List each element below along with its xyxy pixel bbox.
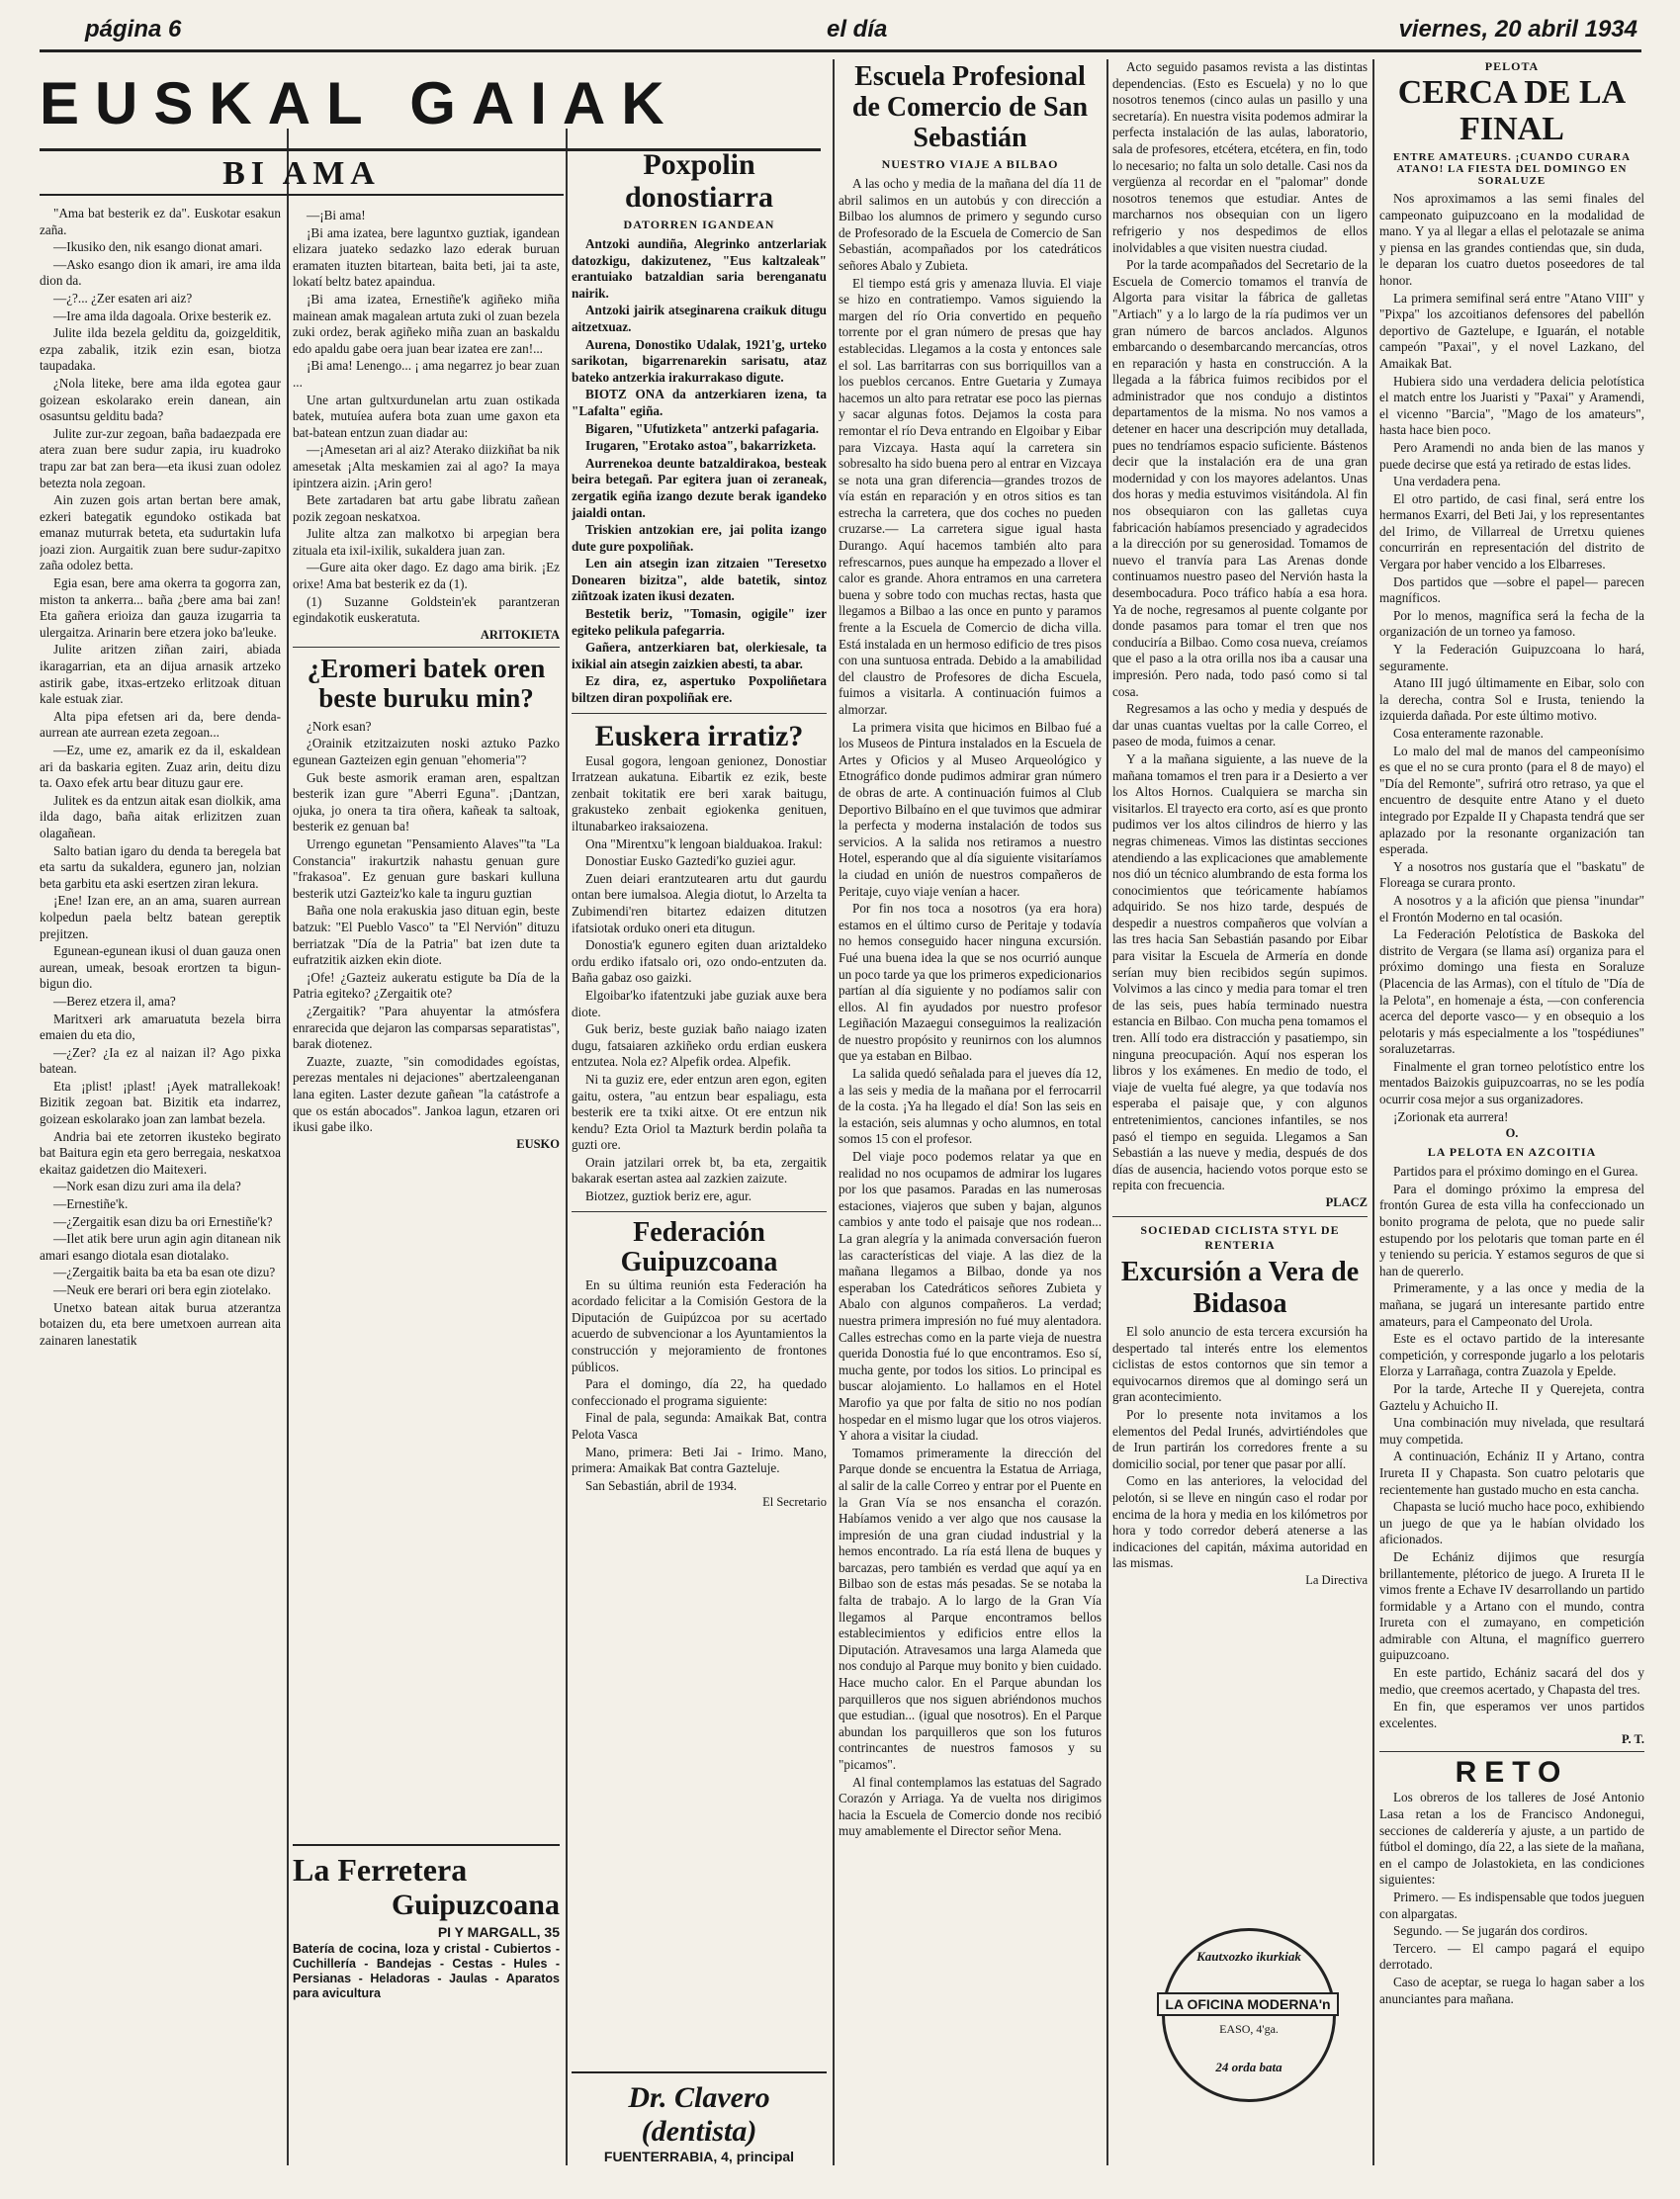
paragraph: Lo malo del mal de manos del campeonísimo es que el no se cura pronto (para el 8 de mayo) el "Día del Remonte", sufrirá otro retraso, ya que el encuentro de desquite entre Atano y el dueto integrado por Ezpalde II y Chapasta tendrá que ser aplazado por la resonante organización tan esperada. [1379,743,1644,857]
paragraph: ¿Zergaitik? "Para ahuyentar la atmósfera enrarecida que dejaron las comparsas separatistas", barak diotenez. [293,1003,560,1052]
paragraph: ¿Orainik etzitzaizuten noski aztuko Pazko egunean Gazteizen egin genuan "ehomeria"? [293,736,560,768]
paragraph: Orain jatzilari orrek bt, ba eta, zergaitik bakarak esertan astea aal zazkien zaizute. [572,1154,827,1187]
paragraph: Antzoki jairik atseginarena craikuk ditugu aitzetxuaz. [572,303,827,334]
paragraph: Bigaren, "Ufutizketa" antzerki pafagaria. [585,420,819,436]
column-4 [839,61,1102,2172]
column-5 [1112,59,1368,1839]
paragraph: Egunean-egunean ikusi ol duan gauza onen aurean, umeak, besoak erortzen ta bigun-bigun dio. [40,943,281,992]
paragraph: —Ikusiko den, nik esango dionat amari. [53,239,263,255]
paragraph: San Sebastián, abril de 1934. [585,1477,738,1493]
paragraph: ¡Ofe! ¿Gazteiz aukeratu estigute ba Día de la Patria egiteko? ¿Zergaitik ote? [293,969,560,1002]
paragraph: El otro partido, de casi final, será entre los hermanos Exarri, del Beti Jai, y los representantes del Irimo, de Villarreal de Urretxu quienes concurrirán en representación del distrito de Vergara por haber vencido a los Elbarreses. [1379,490,1644,572]
paragraph: Eta ¡plist! ¡plast! ¡Ayek matrallekoak! Bizitik zegoan bat. Bizitik eta indarrez, goizean eskolarako joan zan lambat bezela. [40,1078,281,1127]
paragraph: Para el domingo próximo la empresa del frontón Gurea de esta villa ha confeccionado un bonito programa de pelota, que no puede salir estupendo por los pelotaris que toman parte en él y teniendo su pericia. Y estamos seguros de que si han de quererlo. [1379,1181,1644,1278]
paragraph: —Berez etzera il, ama? [53,993,176,1009]
paragraph: Julite aritzen ziñan zairi, abiada ikaragarrian, eta an dijua arnasik artzeko astirik gabe, itxas-ertzeko erlitzoak dituan kale estuak ziar. [40,642,281,707]
paragraph: —Ire ama ilda dagoala. Orixe besterik ez. [53,308,272,323]
ad-text: Batería de cocina, loza y cristal - Cubiertos - Cuchillería - Bandejas - Cestas - Hules - Persianas - Heladoras - Jaulas - Aparatos para avicultura [293,1942,560,2000]
paragraph: Maritxeri ark amaruatuta bezela birra emaien du eta dio, [40,1011,281,1043]
paragraph: —Neuk ere berari ori bera egin ziotelako. [53,1282,272,1297]
paragraph: ¡Ene! Izan ere, an an ama, suaren aurrean kolpedun paela beltz batean gereptik prejitzen. [40,893,281,941]
paragraph: ¡Bi ama izatea, bere laguntxo guztiak, igandean elizara juateko sedazko lazo ederak buruan eramaten ituzten bitartean, baita beti, jai ta aste, lokatí beltz batez apaindua. [293,224,560,290]
paragraph: —Ernestiñe'k. [53,1196,129,1212]
column-2 [293,208,560,1839]
paragraph: Una verdadera pena. [1393,474,1501,489]
stamp-logo [1162,1928,1336,2102]
paragraph: Julite ilda bezela gelditu da, goizgelditik, ezpa zabalik, itzik ezin esan, biotza taupadaka. [40,325,281,374]
paragraph: Salto batian igaro du denda ta beregela bat eta sartu da sukaldera, egunero jan, nolzian beta garbitu eta aski esertzen ziran lekura. [40,842,281,891]
paragraph: La primera visita que hicimos en Bilbao fué a los Museos de Pintura instalados en la Escuela de Artes y Oficios y al Museo Arqueológico y Etnográfico donde pudimos admirar gran número de obras de arte. A continuación fuimos al Club Deportivo Bilbaíno en el que tuvimos que admirar la perfecta y moderna instalación de todos sus servicios. A la salida nos retiramos a nuestro Hotel, esperando que al día siguiente visitaríamos la ciudad en unión de nuestros compañeros de Peritaje, cuyo viaje venían a hacer. [839,719,1102,899]
paragraph: —Gure aita oker dago. Ez dago ama birik. ¡Ez orixe! Ama bat besterik ez da (1). [293,560,560,592]
paragraph: Por la tarde acompañados del Secretario de la Escuela de Comercio tomamos el tranvía de Algorta para visitar la fábrica de galletas "Artiach" y a lo largo de la ría pudimos ver un gran número de barcos anclados. Algunos embarcando o desembarcando mercancías, otros en reparación y hasta en construcción. A la llegada a la fábrica fuimos recibidos por el administrador que nos condujo a distintos departamentos de la misma. No nos vamos a detener en hacer una descripción muy detallada, pues no tendríamos espacio suficiente. Bástenos decir que la instalación era de una gran modernidad y con los mayores adelantos. Unas dos horas y media estuvimos visitándola. Al fin nos obsequiaron con las galletas cuya fabricación habíamos presenciado y agradecidos a la dirección por su generosidad. Tomamos de nuevo el tranvía para Las Arenas donde continuamos nuestro paseo del Nervión hasta la desembocadura. Poco tráfico había a esa hora. Ya de noche, regresamos al puente colgante por donde pasamos para tomar el tren que nos conduciría a Bilbao. Como cosa nueva, creíamos que el paso a la otra orilla nos iba a causar una impresión. Pero nada, todo pasó como si tal cosa. [1112,257,1368,699]
paragraph: Unetxo batean aitak burua atzerantza botaizen du, eta bere umetxoen aurrean aita zainaren lanestatik [40,1299,281,1348]
stamp-top: Kautxozko ikurkiak [1196,1949,1301,1964]
issue-date: viernes, 20 abril 1934 [1398,16,1637,43]
paragraph: A las ocho y media de la mañana del día 11 de abril salimos en un autobús y con dirección a Bilbao los alumnos de primero y segundo curso de Profesorado de la Escuela de Comercio de San Sebastián, acompañados por los catedráticos señores Abalo y Zubieta. [839,176,1102,273]
paragraph: Una combinación muy nivelada, que resultará muy competida. [1379,1415,1644,1447]
article-title: BI AMA [222,155,381,192]
paragraph: Gañera, antzerkiaren bat, olerkiesale, ta ixikial ain atsegin zaizkien abesti, ta abar. [572,640,827,671]
paragraph: Dos partidos que —sobre el papel— parecen magníficos. [1379,573,1644,606]
paragraph: Guk beriz, beste guziak baño naiago izaten dugu, fatsaiaren azkiñeko ordu erdian euskera entzutea. Nola ez? Alpefik ordea. Alpefik. [572,1021,827,1070]
paragraph: Guk beste asmorik eraman aren, espaltzan besterik izan gure "Aberri Eguna". ¡Dantzan, ojuka, jo onera ta tira oñera, kañeak ta saltoak, besterik ez genuan ba! [293,769,560,835]
paragraph: Nos aproximamos a las semi finales del campeonato guipuzcoano en la modalidad de mano. Y ya al llegar a ellas el pelotazale se anima y piensa en las grandes contiendas que, sin duda, le deparan los cuatro duetos poseedores de tal honor. [1379,191,1644,288]
paragraph: —¡Bi ama! [307,208,366,222]
ad-title: La Ferretera [293,1852,468,1888]
paragraph: De Echániz dijimos que resurgía brillantemente, plétorico de juego. A Irureta II le vimos frente a Echave IV desarrollando un partido formidable y a Artano con el mundo, contra Irureta con el zumayano, en competición admirable con Altuna, el magnífico guerrero guipuzcoano. [1379,1548,1644,1663]
article-title: Poxpolin donostiarra [625,148,773,214]
paragraph: Para el domingo, día 22, ha quedado confeccionado el programa siguiente: [572,1376,827,1408]
article-title: Euskera irratiz? [594,719,804,752]
stamp-address: EASO, 4'ga. [1219,2022,1279,2036]
paragraph: La primera semifinal será entre "Atano VIII" y "Pixpa" los azcoitianos defensores del pabellón deportivo de Gaztelupe, e Iguarán, el notable campeón "Paxai", y el novel Lazkano, del Amaikak Bat. [1379,290,1644,371]
paragraph: Final de pala, segunda: Amaikak Bat, contra Pelota Vasca [572,1410,827,1442]
paragraph: Mano, primera: Beti Jai - Irimo. Mano, primera: Amaikak Bat contra Gazteluje. [572,1444,827,1476]
paragraph: Por lo menos, magnífica será la fecha de la organización de un torneo ya famoso. [1379,607,1644,640]
paragraph: Primero. — Es indispensable que todos jueguen con alpargatas. [1379,1890,1644,1921]
article-caption: PELOTA [1484,59,1540,73]
paragraph: Segundo. — Se jugarán dos cordiros. [1393,1923,1588,1939]
column-divider [1106,59,1108,2165]
paragraph: Ni ta guziz ere, eder entzun aren egon, egiten gaitu, ostera, "au entzun bear espaliagu, esta besterik ere ta txiki aitxe. Ot ere entzun nik kendu? Ezta Oriol ta Mazturk berdin polaña ta guzti ore. [572,1071,827,1153]
paragraph: Zuazte, zuazte, "sin comodidades egoístas, perezas mentales ni dejaciones" abertzaleenganan lana egiten. Laster dezute gañean "la catástrofe a que os están abocados". Jankoa lagun, etzaren ori ikusi gabe ilko. [293,1053,560,1135]
paragraph: Hubiera sido una verdadera delicia pelotística el match entre los Juaristi y "Paxai" y Aramendi, el vicenno "Barcia", "Mago de los amateurs", hasta hace bien poco. [1379,373,1644,438]
paragraph: Atano III jugó últimamente en Eibar, solo con la derecha, contra Sol e Irusta, teniendo la izquierda dañada. Por este último motivo. [1379,675,1644,724]
page-header [85,16,1637,45]
paragraph: Une artan gultxurdunelan artu zuan ostikada batek, mutuíea aufera bota zuan ume gaxon eta bat-batean entzun zuan diadar au: [293,392,560,440]
paragraph: Ona "Mirentxu"k lengoan bialduakoa. Irakul: [585,836,823,851]
paragraph: Primeramente, y a las once y media de la mañana, se jugará un interesante partido entre amateurs, para el Campeonato del Urola. [1379,1280,1644,1329]
article-title: ¿Eromeri batek oren beste buruku min? [307,653,546,713]
article-caption: SOCIEDAD CICLISTA STYL DE RENTERIA [1140,1222,1340,1252]
article-caption: DATORREN IGANDEAN [623,218,775,231]
article-title: Federación Guipuzcoana [620,1216,778,1277]
column-3 [572,148,827,1819]
paragraph: Ez dira, ez, aspertuko Poxpoliñetara biltzen diran poxpoliñak ere. [572,673,827,706]
paragraph: Finalmente el gran torneo pelotístico entre los mentados Baizokis guipuzcoarras, no se les podía ocurrir cosa mejor a sus organizadores. [1379,1058,1644,1107]
paragraph: Bestetik beriz, "Tomasin, ogigile" izer egiteko pelikula pafegarria. [572,606,827,638]
paragraph: —¡Amesetan ari al aiz? Aterako diizkiñat ba nik amesetak ¡Alta meskamien zai al ago? Ia maya ipintzera aizin. ¡Arin gero! [293,442,560,490]
paragraph: Baña one nola erakuskia jaso dituan egin, beste batzuk: "El Pueblo Vasco" ta "El Nervión" dituzu berriatzak "Día de la Patria" bat izen dute ta eufratzitik aizken ekin diote. [293,903,560,968]
paragraph: ¡Zorionak eta aurrera! [1393,1108,1509,1124]
paragraph: Bete zartadaren bat artu gabe libratu zañean pozik zegoan neskatxoa. [293,492,560,524]
paragraph: Aurena, Donostiko Udalak, 1921'g, urteko sarikotan, bigarrenarekin sarisatu, ataz bateko antzerkia irakurrakaso digute. [572,336,827,385]
article-title: Excursión a Vera de Bidasoa [1120,1256,1360,1319]
paragraph: En su última reunión esta Federación ha acordado felicitar a la Comisión Gestora de la Diputación de Guipúzcoa por su acertado acuerdo de subvencionar a los Ayuntamientos la construcción y mejoramiento de frontones públicos. [572,1276,827,1374]
paragraph: —¿Zer? ¿Ia ez al naizan il? Ago pixka batean. [40,1044,281,1077]
paragraph: La salida quedó señalada para el jueves día 12, a las seis y media de la mañana por el ferrocarril de la costa. ¡Ya ha llegado el día! Son las seis en la estación, seis alumnas y ocho alumnos, en total somos 15 con el profesor. [839,1066,1102,1147]
paragraph: Len ain atsegin izan zitzaien "Teresetxo Donearen bizitza", alde batetik, sintoz ziñtzoak izaten ikusi dezaten. [572,556,827,604]
article-caption: LA PELOTA EN AZCOITIA [1427,1145,1597,1160]
paragraph: Donostiar Eusko Gaztedi'ko guziei agur. [585,853,796,869]
newspaper-name: el día [827,16,888,43]
ad-subtitle: Guipuzcoana [391,1889,560,1921]
paragraph: A nosotros y a la afición que piensa "inundar" el Frontón Moderno en tal ocasión. [1379,892,1644,924]
paragraph: Por fin nos toca a nosotros (ya era hora) estamos en el último curso de Peritaje y todavía no hemos conseguido hacer ninguna excursión. Fué una buena idea la que se nos ocurrió aunque un poco tarde ya que los primeros expedicionarios partían al día siguiente y no podíamos salir con ellos. Al fin ayudados por nuestro profesor Legiñación Mazaegui conseguimos la realización de nuestro propósito y reunirnos con los alumnos que ya estaban en Bilbao. [839,901,1102,1064]
paragraph: Urrengo egunetan "Pensamiento Alaves"'ta "La Constancia" irakurtzik nahastu genuan gure "frakasoa". Ez genuan gure baskari kulluna besterik utzi Gazteiz'ko kale ta inguru guztian [293,836,560,901]
section-title: EUSKAL GAIAK [40,70,680,136]
column-divider [287,129,289,2165]
signature: La Directiva [1305,1572,1368,1587]
signature: ARITOKIETA [480,627,560,642]
article-title: RETO [1455,1756,1569,1790]
paragraph: Julite zur-zur zegoan, baña badaezpada ere atera zuan bere sudur zapia, iru kuadroko trapu zar bat zan bera—eta ikusi zuan odolez betezta nola zegoan. [40,425,281,490]
paragraph: Regresamos a las ocho y media y después de dar unas cuantas vueltas por la calle Correo, el paseo de moda, fuimos a cenar. [1112,701,1368,749]
paragraph: En este partido, Echániz sacará del dos y medio, que creemos acertado, y Chapasta del tres. [1379,1665,1644,1697]
paragraph: Los obreros de los talleres de José Antonio Lasa retan a los de Francisco Andonegui, secciones de calderería y ajuste, a un partido de fútbol el domingo, día 22, a las siete de la mañana, en el campo de Jolastokieta, en las condiciones siguientes: [1379,1790,1644,1888]
paragraph: Tomamos primeramente la dirección del Parque donde se encuentra la Estatua de Arriaga, al salir de la calle Correo y entrar por el Puente en la Gran Vía se nos ensancha el corazón. Habíamos venido a ver algo que nos causase la impresión de una gran ciudad industrial y la hemos encontrado. La ría está llena de buques y barcazas, pero también es verdad que aquí ya en Bilbao son de estas más pesadas. Se se notaba la falta de trabajo. A lo largo de la Gran Vía llegamos al Parque encontramos bellos establecimientos y edificios entre ellos la Diputación. Atravesamos una larga Alameda que nos condujo al Parque muy bonito y bien cuidado. Hace mucho calor. En el Parque abundan los parquilleros que nos siguen abriéndonos muchos que estudian... (igual que nosotros). En el Parque abundan los parquilleros que son los futuros contrincantes de nuestros famosos y su "picamos". [839,1445,1102,1772]
paragraph: Caso de aceptar, se ruega lo hagan saber a los anunciantes para mañana. [1379,1974,1644,2006]
paragraph: Por la tarde, Arteche II y Querejeta, contra Gaztelu y Achuicho II. [1379,1380,1644,1413]
paragraph: Triskien antzokian ere, jai polita izango dute gure poxpoliñak. [572,522,827,554]
paragraph: Alta pipa efetsen ari da, bere denda-aurrean ate aurrean ezeta zegoan... [40,708,281,741]
paragraph: Aurrenekoa deunte batzaldirakoa, besteak beira betegañ. Par egitera juan oi zeraneak, zergatik egiña izango dezute berak igandeko jaialdi ontan. [572,455,827,520]
column-divider [1372,59,1374,2165]
stamp-bottom: 24 orda bata [1215,2060,1282,2074]
paragraph: Y a la mañana siguiente, a las nueve de la mañana tomamos el tren para ir a Desierto a ver los Altos Hornos. Cualquiera se marcha sin visitarlos. El trayecto era corto, así es que pronto pudimos ver los altos cilindros de hierro y las negras chimeneas. Vimos las distintas secciones atendiendo a las explicaciones que amablemente nos dió un técnico alumbrando de esta forma los conocimientos que teóricamente habíamos adquirido. Se nos hizo tarde, después de despedir a nuestros compañeros que volvían a las tres hacia San Sebastián pasando por Eibar para visitar la Escuela de Armería en donde serían muy bien recibidos según supimos. Volvimos a las cinco y media para tomar el tren de las seis, pues había terminado nuestra estancia en Bilbao. Con mucha pena tomamos el tren. Allí todo era distracción y pasatiempo, sin ninguna preocupación. Aquí nos esperan los libros y los exámenes. En medio de todo, el viaje de vuelta fué alegre, ya que todavía nos esperaba el paisaje que, y con algunos entretenimientos, canciones infantiles, se nos pasó el tiempo en seguida. Llegamos a San Sebastián a las nueve y media, después de dos días de ausencia, haciendo votos porque esto se repita con frecuencia. [1112,750,1368,1193]
paragraph: La Federación Pelotística de Baskoka del distrito de Vergara (se llama así) organiza para el próximo domingo una fiesta en Soraluze (Placencia de las Armas), con el título de "Día de la Pelota", en homenaje a ésta, —con conferencia acerca del deporte vasco— y en obsequio a los pelotaris y más especialmente a los "tospédiunes" soraluzetarras. [1379,926,1644,1057]
paragraph: "Ama bat besterik ez da". Euskotar esakun zaña. [40,206,281,237]
paragraph: Pero Aramendi no anda bien de las manos y puede decirse que está ya retirado de estas lides. [1379,439,1644,472]
signature: El Secretario [762,1495,827,1510]
article-title: Escuela Profesional de Comercio de San Sebastián [851,61,1089,153]
paragraph: Zuen deiari erantzutearen artu dut gaurdu ontan bere iumalsoa. Alegia diotut, lo Arzelta ta Zubimendi'ren bitartez edaizen ditutzen ifatsiotak orduko oneri eta ditugun. [572,870,827,935]
stamp-name: LA OFICINA MODERNA'n [1157,1992,1339,2016]
paragraph: ¿Nola liteke, bere ama ilda egotea gaur goizean eskolarako erein danean, ain osasuntsu gelditu bada? [40,375,281,424]
paragraph: El solo anuncio de esta tercera excursión ha despertado tal interés entre los elementos ciclistas de estos contornos que sin temor a equivocarnos diremos que al domingo será un gran acontecimiento. [1112,1323,1368,1405]
paragraph: Cosa enteramente razonable. [1393,726,1544,741]
paragraph: Eusal gogora, lengoan genionez, Donostiar Irratzean aukatuna. Eibartik ez ezik, beste zenbait tokitatik ere beri xarak baitugu, grakusteko zenbait egiokenka genituen, iltunabarkeo iraksaiozena. [572,752,827,834]
paragraph: Tercero. — El campo pagará el equipo derrotado. [1379,1940,1644,1973]
paragraph: Julitek es da entzun aitak esan diolkik, ama ilda dago, baña aitak erlizitzen zuan olagañean. [40,792,281,840]
paragraph: Por lo presente nota invitamos a los elementos del Pedal Irunés, advirtiéndoles que de Irun partirán los corredores frente a su domicilio social, por tener que pasar por allí. [1112,1406,1368,1471]
column-divider [566,129,568,2165]
page-number: página 6 [85,16,182,43]
signature: P. T. [1621,1732,1644,1747]
paragraph: —¿?... ¿Zer esaten ari aiz? [53,290,193,306]
signature: PLACZ [1325,1194,1368,1209]
paragraph: Andria bai ete zetorren ikusteko begirato bat Baitura egin eta gero berregaia, neskatxoa ekaitaz gaidetzen dio Maitexeri. [40,1128,281,1177]
paragraph: —¿Zergaitik baita ba eta ba esan ote dizu? [53,1265,276,1280]
paragraph: BIOTZ ONA da antzerkiaren izena, ta "Lafalta" egiña. [572,387,827,418]
paragraph: Acto seguido pasamos revista a las distintas dependencias. (Esto es Escuela) y no lo que nosotros tenemos (cinco aulas un pasillo y una secretaría). En nuestra visita podemos admirar la perfecta instalación de las aulas, laboratorio, sala de profesores, etcétera, etcétera, en fin, todo lo necesario; no falta un solo detalle. Casi nos da vergüenza al recordar en el "palomar" donde nosotros tenemos que estudiar. Antes de marcharnos nos obsequian con un ligero refrigerio y nos despedimos de ellos inolvidables a que visiten nuestra ciudad. [1112,59,1368,255]
paragraph: Y a nosotros nos gustaría que el "baskatu" de Floreaga se curara pronto. [1379,858,1644,891]
paragraph: Julite altza zan malkotxo bi arpegian bera zituala eta ixil-ixilik, sukaldera juan zan. [293,526,560,558]
paragraph: El tiempo está gris y amenaza lluvia. El viaje se hizo en contratiempo. Vamos siguiendo la margen del río Oria convertido en pequeño torrente por el gran número de presas que hay establecidas. Llegamos a la costa y entonces sale el sol. Las barritarras con sus borriquillos van a los pueblos cercanos. Entre Guetaria y Zumaya hacemos un alto para retratar ese poco las piernas y sacar algunas fotos. Dejamos la costa para remontar el río Deva entrando en Elgoibar y Eibar para Vizcaya. Hasta aquí la carretera sin sobresalto ha sido buena pero al entrar en Vizcaya se nota una gran diferencia—grandes trozos de vía están en reparación y en otros sitios es tan estrecha la carretera, que dos coches no pueden cruzarse.— La carretera sigue igual hasta Durango. Aquí hacemos también alto para refrescarnos, pues aunque ha empezado a llover el calor es grande. Ahora entramos en una carretera buena y sobre todo con muchas rectas, hasta que llegamos a Bilbao a las once en punto y paramos frente a la Escuela de Comercio de dicha villa. Está instalada en un hermoso edificio de tres pisos con una suntuosa entrada. Debido a la amabilidad del claustro de Profesores de dicha Escuela, fuimos a visitarla. A continuación fuimos a almorzar. [839,275,1102,717]
ad-title: Dr. Clavero (dentista) [628,2081,770,2148]
paragraph: ¡Bi ama izatea, Ernestiñe'k agiñeko miña mainean amak magalean artuta zuki ol zuan bezela zuki ordez, berak agiñeko miña zuan an baskaldu edo apaldu gabe oera juan bear izatea ere zan!... [293,291,560,356]
paragraph: Irugaren, "Erotako astoa", bakarrizketa. [585,438,817,454]
paragraph: ¡Bi ama! Lenengo... ¡ ama negarrez jo bear zuan ... [293,358,560,390]
article-subtitle: ENTRE AMATEURS. ¡CUANDO CURARA ATANO! LA FIESTA DEL DOMINGO EN SORALUZE [1392,151,1632,187]
signature: EUSKO [516,1136,560,1151]
advertisement [293,1844,560,2172]
article-title: CERCA DE LA FINAL [1397,74,1627,147]
article-caption: NUESTRO VIAJE A BILBAO [881,157,1059,171]
paragraph: Como en las anteriores, la velocidad del pelotón, si se lleve en ningún caso el rodar por encima de la hora y media en los kilómetros por hora y todo corredor deberá atenerse a las indicaciones del capitán, máxima autoridad en las mismas. [1112,1473,1368,1571]
column-1 [40,206,281,2173]
paragraph: —Ez, ume ez, amarik ez da il, eskaldean ari da baskaria egiten. Zuaz arin, deitu dizu ta. Oaxo efek artu bear dituzu gaur ere. [40,743,281,791]
ad-address: FUENTERRABIA, 4, principal [603,2149,795,2164]
ad-address: PI Y MARGALL, 35 [437,1924,560,1940]
signature: O. [1505,1126,1519,1141]
paragraph: Egia esan, bere ama okerra ta gogorra zan, miston ta ankerra... baña ¿bere ama bai zan! Eta gañera erioiza dan gauza izugarria ta ulergaitza. Arinarin bere etzera joko ba'leuke. [40,575,281,640]
paragraph: Partidos para el próximo domingo en el Gurea. [1393,1164,1638,1180]
paragraph: Ain zuzen gois artan bertan bere amak, ezkeri bategatik egundoko ostikada bat emanaz muturrak beteta, eta sudurtakin lufa joazi zion. Aurgaitik zuan bere sudur-zapitxo zaña odolez betta. [40,492,281,573]
paragraph: —Nork esan dizu zuri ama ila dela? [53,1179,241,1194]
paragraph: Chapasta se lució mucho hace poco, exhibiendo un juego de que ya le habían olvidado los aficionados. [1379,1499,1644,1547]
paragraph: Y la Federación Guipuzcoana lo hará, seguramente. [1379,642,1644,673]
paragraph: Este es el octavo partido de la interesante competición, y corresponde jugarlo a los pelotaris Elorza y Larrañaga, contra Zuazola y Epelde. [1379,1331,1644,1379]
paragraph: Del viaje poco podemos relatar ya que en realidad no nos ocupamos de admirar los lugares por los que pasamos. Paradas en las numerosas estaciones, viajeros que suben y bajan, algunos cambios y ante todo el paisaje que nos rodean... La gran alegría y la animada conversación fueron las características del viaje. A las diez de la mañana llegamos a Bilbao, donde ya nos esperaban los Catedráticos señores Zubieta y Abalo con algunos compañeros. La verdad; nuestra primera impresión no fué muy alentadora. Calles estrechas como en la parte vieja de nuestra querida Donostia fué lo que encontramos. Eso sí, mucha gente, por todos los sitios. Lo principal es buscar alojamiento. Lo hallamos en el Hotel Marofio ya que por falta de sitio no nos podían hospedar en el mismo lugar que los otros viajeros. Y ahora a visitar la ciudad. [839,1149,1102,1444]
advertisement [572,2071,827,2172]
paragraph: —¿Zergaitik esan dizu ba ori Ernestiñe'k? [53,1213,273,1229]
paragraph: ¿Nork esan? [307,718,372,734]
paragraph: Antzoki aundiña, Alegrinko antzerlariak datozkigu, dakizutenez, "Eus kaltzaleak" erantuiako batzaldian saria berenganatu nairik. [572,236,827,301]
paragraph: En fin, que esperamos ver unos partidos excelentes. [1379,1699,1644,1730]
paragraph: A continuación, Echániz II y Artano, contra Irureta II y Chapasta. Son cuatro pelotaris que recientemente han gustado mucho en esta cancha. [1379,1449,1644,1497]
subtitle-rule [40,194,564,196]
paragraph: Donostia'k egunero egiten duan ariztaldeko ordu erdiko ifatsalo ori, ozo ondo-entzuten da. Baña gabaz oso gaizki. [572,937,827,986]
header-rule [40,49,1641,52]
column-6 [1379,59,1644,2175]
paragraph: Al final contemplamos las estatuas del Sagrado Corazón y Arriaga. Ya de vuelta nos dirigimos hacia la Escuela de Comercio donde nos recibió muy amablemente el Director señor Mena. [839,1774,1102,1839]
paragraph: Biotzez, guztiok beriz ere, agur. [585,1188,752,1204]
paragraph: (1) Suzanne Goldstein'ek parantzeran egindakotik euskeratuta. [293,593,560,626]
column-divider [833,59,835,2165]
paragraph: —Ilet atik bere urun agin agin ditanean nik amari esango diotala esan diotalako. [40,1231,281,1263]
paragraph: Elgoibar'ko ifatentzuki jabe guziak auxe bera diote. [572,987,827,1019]
paragraph: —Asko esango dion ik amari, ire ama ilda dion da. [40,256,281,289]
